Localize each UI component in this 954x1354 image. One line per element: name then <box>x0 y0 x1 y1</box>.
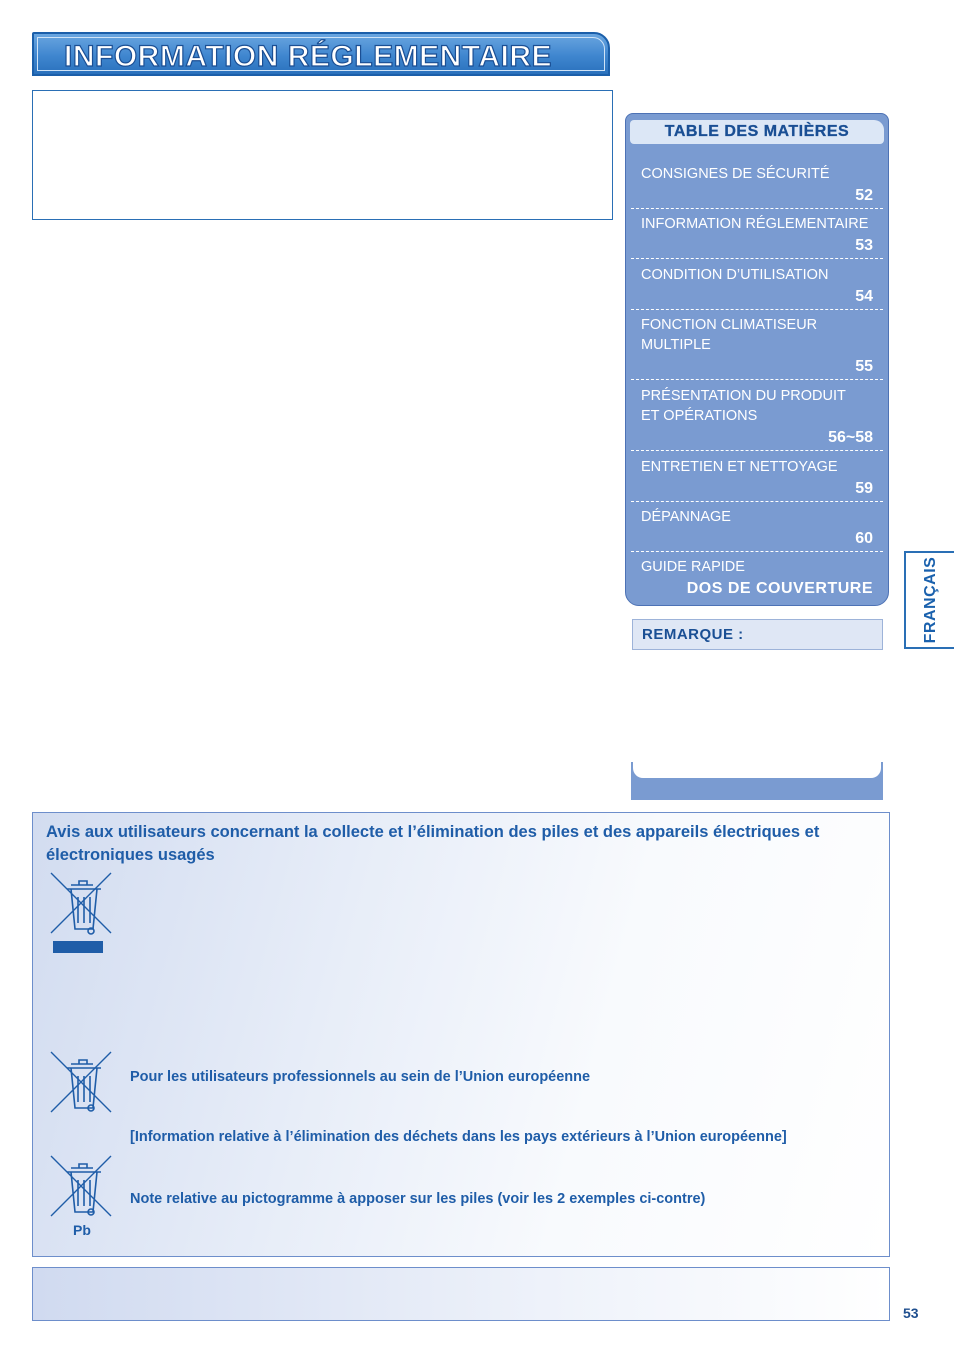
toc-item-label: PRÉSENTATION DU PRODUIT ET OPÉRATIONS <box>641 388 846 424</box>
toc-item-page: DOS DE COUVERTURE <box>686 580 873 597</box>
toc-separator <box>631 551 883 552</box>
toc-item-page: 53 <box>855 237 873 254</box>
page-title: INFORMATION RÉGLEMENTAIRE <box>64 40 553 73</box>
toc-item-page: 55 <box>855 358 873 375</box>
toc-item-multi-ac[interactable] <box>631 315 883 377</box>
remark-header <box>632 619 883 650</box>
title-banner <box>32 32 610 76</box>
toc-item-troubleshooting[interactable] <box>631 507 883 549</box>
toc-title: TABLE DES MATIÈRES <box>664 123 850 140</box>
remark-title: REMARQUE : <box>642 626 744 643</box>
toc-separator <box>631 379 883 380</box>
pb-label: Pb <box>73 1222 91 1238</box>
toc-item-label: DÉPANNAGE <box>641 509 731 525</box>
battery-note-heading: Note relative au pictogramme à apposer sur les piles (voir les 2 exemples ci-contre) <box>130 1191 706 1207</box>
business-users-heading: Pour les utilisateurs professionnels au sein de l’Union européenne <box>130 1069 591 1085</box>
remark-footer-curve <box>633 762 881 778</box>
language-label: FRANÇAIS <box>922 556 939 644</box>
intro-box <box>32 90 613 220</box>
toc-item-product-overview[interactable] <box>631 386 883 448</box>
toc-separator <box>631 258 883 259</box>
disposal-title: Avis aux utilisateurs concernant la collecte et l’élimination des piles et des appareils électriques et électroniques usagés <box>46 823 820 864</box>
outside-eu-heading: [Information relative à l’élimination des déchets dans les pays extérieurs à l’Union européenne] <box>130 1129 787 1145</box>
toc-item-label: CONDITION D’UTILISATION <box>641 267 829 283</box>
toc-separator <box>631 501 883 502</box>
toc-item-label: GUIDE RAPIDE <box>641 559 745 575</box>
toc-separator <box>631 309 883 310</box>
bottom-note-box <box>32 1267 890 1321</box>
toc-item-label: CONSIGNES DE SÉCURITÉ <box>641 166 830 182</box>
toc-item-regulatory[interactable] <box>631 214 883 256</box>
toc-item-page: 54 <box>855 288 873 305</box>
crossed-out-bin-icon <box>49 1050 115 1116</box>
toc-item-label: FONCTION CLIMATISEUR MULTIPLE <box>641 317 818 353</box>
page-number: 53 <box>903 1305 919 1321</box>
toc-item-safety[interactable] <box>631 164 883 206</box>
toc-item-maintenance[interactable] <box>631 457 883 499</box>
toc-item-page: 56~58 <box>828 429 873 446</box>
toc-item-page: 60 <box>855 530 873 547</box>
disposal-notice <box>32 812 890 1257</box>
crossed-out-bin-icon <box>49 871 115 955</box>
remark-footer <box>631 762 883 800</box>
toc-item-operating-conditions[interactable] <box>631 265 883 307</box>
toc-item-label: ENTRETIEN ET NETTOYAGE <box>641 459 838 475</box>
toc-separator <box>631 208 883 209</box>
toc-separator <box>631 450 883 451</box>
toc-item-page: 59 <box>855 480 873 497</box>
toc-item-quick-guide[interactable] <box>631 557 883 599</box>
toc-header <box>630 120 884 144</box>
toc-item-label: INFORMATION RÉGLEMENTAIRE <box>641 216 869 232</box>
crossed-out-bin-icon <box>49 1154 115 1220</box>
toc-item-page: 52 <box>855 187 873 204</box>
language-tab <box>904 551 954 649</box>
bin-bar <box>53 941 103 953</box>
